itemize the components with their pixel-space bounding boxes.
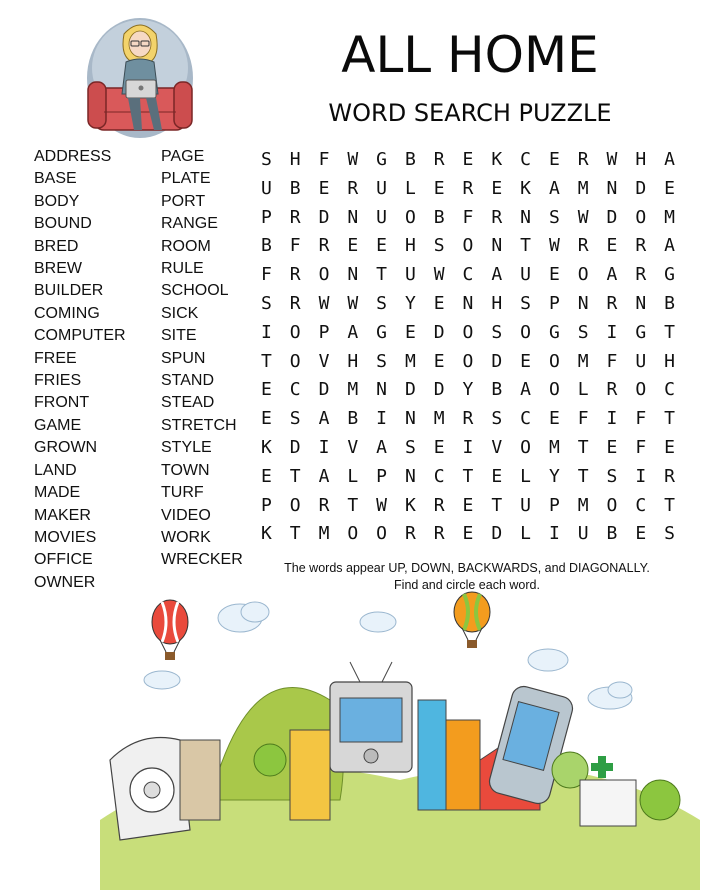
grid-letter[interactable]: D [289, 436, 301, 458]
word-list-item: WRECKER [161, 551, 243, 569]
grid-letter[interactable]: N [577, 292, 589, 314]
grid-letter[interactable]: N [404, 408, 416, 430]
letter-grid [252, 146, 684, 549]
grid-letter[interactable]: B [289, 177, 301, 199]
grid-letter[interactable]: B [606, 523, 618, 545]
grid-letter[interactable]: R [462, 177, 474, 199]
word-list-item: SITE [161, 327, 197, 345]
grid-letter[interactable]: A [318, 465, 330, 487]
grid-letter[interactable]: H [664, 350, 675, 372]
grid-letter[interactable]: E [347, 235, 359, 257]
grid-letter[interactable]: O [635, 379, 647, 401]
grid-letter[interactable]: F [606, 350, 618, 372]
grid-letter[interactable]: T [289, 523, 301, 545]
word-list-item: FRIES [34, 372, 82, 390]
grid-letter[interactable]: F [577, 408, 589, 430]
grid-letter[interactable]: I [376, 408, 387, 430]
grid-letter[interactable]: C [520, 149, 531, 170]
grid-letter[interactable]: S [404, 436, 416, 458]
grid-letter[interactable]: G [664, 264, 675, 286]
grid-letter[interactable]: C [635, 494, 647, 516]
grid-letter[interactable]: E [318, 177, 330, 199]
grid-letter[interactable]: U [520, 264, 531, 286]
grid-letter[interactable]: B [433, 206, 445, 228]
grid-letter[interactable]: M [577, 177, 589, 199]
grid-letter[interactable]: C [520, 408, 531, 430]
grid-letter[interactable]: E [462, 523, 474, 545]
grid-letter[interactable]: U [635, 350, 647, 372]
grid-letter[interactable]: O [577, 264, 589, 286]
word-list-column-1 [34, 146, 126, 594]
grid-letter[interactable]: R [318, 494, 330, 516]
grid-letter[interactable]: G [376, 321, 387, 343]
grid-letter[interactable]: R [635, 264, 647, 286]
grid-letter[interactable]: E [433, 292, 445, 314]
grid-letter[interactable]: P [548, 494, 560, 516]
grid-letter[interactable]: E [520, 350, 531, 372]
word-list-item: ADDRESS [34, 148, 112, 165]
grid-row [252, 319, 684, 348]
grid-row [252, 146, 684, 175]
word-list-item: BREW [34, 260, 82, 278]
grid-letter[interactable]: H [404, 235, 416, 257]
grid-letter[interactable]: E [548, 408, 560, 430]
grid-letter[interactable]: Y [404, 292, 416, 314]
grid-letter[interactable]: A [491, 264, 503, 286]
grid-row [252, 463, 684, 492]
grid-letter[interactable]: E [433, 177, 445, 199]
grid-letter[interactable]: A [318, 408, 330, 430]
grid-letter[interactable]: R [664, 465, 675, 487]
word-list-item: TOWN [161, 461, 210, 479]
grid-letter[interactable]: S [260, 292, 272, 314]
grid-letter[interactable]: E [260, 408, 272, 430]
word-list-item: VIDEO [161, 506, 211, 524]
grid-letter[interactable]: V [491, 436, 503, 458]
grid-letter[interactable]: I [462, 436, 474, 458]
grid-letter[interactable]: O [347, 523, 359, 545]
grid-row [252, 232, 684, 261]
grid-letter[interactable]: R [347, 177, 359, 199]
grid-letter[interactable]: O [289, 350, 301, 372]
grid-letter[interactable]: R [433, 149, 445, 170]
grid-letter[interactable]: R [462, 408, 474, 430]
grid-letter[interactable]: S [260, 149, 272, 170]
grid-letter[interactable]: I [635, 465, 647, 487]
grid-letter[interactable]: C [664, 379, 675, 401]
grid-letter[interactable]: O [462, 350, 474, 372]
grid-letter[interactable]: T [577, 465, 589, 487]
hot-air-balloon-icon [454, 592, 490, 648]
word-list-item: BRED [34, 237, 79, 255]
word-list-item: SPUN [161, 349, 206, 367]
grid-letter[interactable]: P [548, 292, 560, 314]
grid-letter[interactable]: K [260, 523, 272, 545]
hot-air-balloon-icon [152, 600, 188, 660]
grid-letter[interactable]: M [664, 206, 675, 228]
grid-letter[interactable]: W [347, 292, 359, 314]
grid-letter[interactable]: M [347, 379, 359, 401]
grid-letter[interactable]: O [548, 379, 560, 401]
grid-letter[interactable]: S [433, 235, 445, 257]
grid-letter[interactable]: E [433, 436, 445, 458]
grid-letter[interactable]: E [260, 379, 272, 401]
grid-letter[interactable]: T [347, 494, 359, 516]
grid-letter[interactable]: M [577, 494, 589, 516]
grid-letter[interactable]: H [289, 149, 301, 170]
grid-letter[interactable]: E [433, 350, 445, 372]
grid-letter[interactable]: U [577, 523, 589, 545]
grid-letter[interactable]: E [635, 523, 647, 545]
grid-letter[interactable]: N [491, 235, 503, 257]
grid-letter[interactable]: A [606, 264, 618, 286]
grid-letter[interactable]: B [347, 408, 359, 430]
grid-letter[interactable]: P [376, 465, 387, 487]
grid-letter[interactable]: U [376, 177, 387, 199]
word-list-column-2 [161, 146, 243, 572]
grid-letter[interactable]: R [318, 235, 330, 257]
grid-letter[interactable]: D [404, 379, 416, 401]
grid-letter[interactable]: E [491, 465, 503, 487]
page-subtitle: WORD SEARCH PUZZLE [328, 99, 612, 127]
grid-letter[interactable]: T [491, 494, 503, 516]
grid-letter[interactable]: O [318, 264, 330, 286]
grid-letter[interactable]: P [260, 206, 272, 228]
grid-letter[interactable]: L [347, 465, 359, 487]
grid-letter[interactable]: R [635, 235, 647, 257]
grid-letter[interactable]: N [462, 292, 474, 314]
grid-letter[interactable]: S [376, 292, 387, 314]
grid-letter[interactable]: E [606, 235, 618, 257]
grid-letter[interactable]: D [318, 206, 330, 228]
grid-letter[interactable]: R [433, 523, 445, 545]
grid-letter[interactable]: T [260, 350, 272, 372]
grid-letter[interactable]: I [606, 408, 618, 430]
grid-letter[interactable]: G [376, 149, 387, 170]
grid-letter[interactable]: Y [462, 379, 474, 401]
grid-letter[interactable]: T [376, 264, 387, 286]
word-list-item: COMING [34, 304, 100, 322]
grid-letter[interactable]: K [520, 177, 531, 199]
grid-letter[interactable]: I [606, 321, 618, 343]
grid-letter[interactable]: M [548, 436, 560, 458]
grid-letter[interactable]: N [347, 206, 359, 228]
grid-letter[interactable]: R [289, 292, 301, 314]
grid-letter[interactable]: H [347, 350, 359, 372]
grid-letter[interactable]: R [289, 206, 301, 228]
grid-letter[interactable]: F [462, 206, 474, 228]
grid-letter[interactable]: R [289, 264, 301, 286]
word-list-item: WORK [161, 528, 211, 546]
grid-letter[interactable]: E [462, 494, 474, 516]
grid-letter[interactable]: M [318, 523, 330, 545]
grid-letter[interactable]: I [260, 321, 272, 343]
grid-row [252, 376, 684, 405]
grid-letter[interactable]: E [260, 465, 272, 487]
grid-letter[interactable]: N [635, 292, 647, 314]
grid-row [252, 261, 684, 290]
grid-letter[interactable]: E [404, 321, 416, 343]
grid-letter[interactable]: R [433, 494, 445, 516]
word-list-item: RANGE [161, 215, 218, 233]
grid-letter[interactable]: W [376, 494, 387, 516]
grid-letter[interactable]: R [577, 235, 589, 257]
grid-letter[interactable]: U [520, 494, 531, 516]
grid-letter[interactable]: E [664, 177, 675, 199]
grid-letter[interactable]: O [462, 321, 474, 343]
grid-letter[interactable]: L [520, 465, 531, 487]
word-list-item: PLATE [161, 170, 211, 188]
word-list-item: LAND [34, 461, 77, 479]
word-list-item: PAGE [161, 148, 205, 165]
grid-letter[interactable]: S [491, 321, 503, 343]
grid-letter[interactable]: E [606, 436, 618, 458]
grid-letter[interactable]: O [289, 494, 301, 516]
grid-letter[interactable]: E [462, 149, 474, 170]
grid-letter[interactable]: W [433, 264, 445, 286]
grid-letter[interactable]: B [260, 235, 272, 257]
grid-letter[interactable]: R [491, 206, 503, 228]
grid-letter[interactable]: A [520, 379, 531, 401]
grid-letter[interactable]: H [491, 292, 503, 314]
word-list-item: GROWN [34, 439, 98, 457]
grid-letter[interactable]: D [491, 523, 503, 545]
grid-letter[interactable]: D [606, 206, 618, 228]
grid-letter[interactable]: U [404, 264, 416, 286]
grid-letter[interactable]: W [318, 292, 330, 314]
word-list-item: MAKER [34, 506, 91, 524]
grid-letter[interactable]: N [606, 177, 618, 199]
grid-letter[interactable]: E [664, 436, 675, 458]
grid-letter[interactable]: R [404, 523, 416, 545]
word-list-item: SICK [161, 304, 199, 322]
grid-letter[interactable]: H [635, 149, 647, 170]
word-list-item: STYLE [161, 439, 212, 457]
word-list-item: STRETCH [161, 416, 237, 434]
rotary-phone-icon [110, 738, 190, 841]
grid-letter[interactable]: T [462, 465, 474, 487]
tv-icon [330, 662, 412, 772]
grid-letter[interactable]: S [520, 292, 531, 314]
word-list-item: BODY [34, 192, 80, 210]
grid-letter[interactable]: D [433, 321, 445, 343]
grid-letter[interactable]: S [548, 206, 560, 228]
grid-letter[interactable]: F [635, 436, 647, 458]
grid-letter[interactable]: O [289, 321, 301, 343]
word-list-item: COMPUTER [34, 327, 126, 345]
grid-letter[interactable]: P [260, 494, 272, 516]
grid-letter[interactable]: N [376, 379, 387, 401]
grid-letter[interactable]: D [318, 379, 330, 401]
woman-on-sofa-illustration [84, 12, 196, 140]
grid-letter[interactable]: E [376, 235, 387, 257]
grid-row [252, 492, 684, 521]
grid-letter[interactable]: M [404, 350, 416, 372]
grid-letter[interactable]: O [404, 206, 416, 228]
grid-letter[interactable]: A [347, 321, 359, 343]
word-list-item: GAME [34, 416, 82, 434]
grid-letter[interactable]: K [491, 149, 503, 170]
grid-letter[interactable]: C [462, 264, 474, 286]
grid-letter[interactable]: N [520, 206, 531, 228]
grid-letter[interactable]: D [635, 177, 647, 199]
word-list-item: RULE [161, 260, 204, 278]
instructions [262, 560, 672, 594]
grid-letter[interactable]: O [635, 206, 647, 228]
grid-letter[interactable]: D [491, 350, 503, 372]
grid-letter[interactable]: A [664, 235, 675, 257]
word-list-item: MADE [34, 484, 81, 502]
grid-letter[interactable]: O [462, 235, 474, 257]
grid-letter[interactable]: O [548, 350, 560, 372]
grid-letter[interactable]: E [548, 264, 560, 286]
grid-letter[interactable]: B [664, 292, 675, 314]
grid-letter[interactable]: O [376, 523, 387, 545]
grid-letter[interactable]: Y [548, 465, 560, 487]
grid-letter[interactable]: G [548, 321, 560, 343]
grid-letter[interactable]: W [347, 149, 359, 170]
grid-letter[interactable]: L [577, 379, 589, 401]
word-list-item: FRONT [34, 394, 90, 412]
instructions-line-1: The words appear UP, DOWN, BACKWARDS, and DIAGONALLY. [284, 561, 650, 575]
grid-letter[interactable]: T [577, 436, 589, 458]
word-list-item: PORT [161, 192, 206, 210]
grid-letter[interactable]: S [289, 408, 301, 430]
grid-row [252, 348, 684, 377]
grid-letter[interactable]: F [260, 264, 272, 286]
grid-letter[interactable]: T [289, 465, 301, 487]
grid-letter[interactable]: E [548, 149, 560, 170]
grid-letter[interactable]: T [520, 235, 531, 257]
grid-letter[interactable]: M [577, 350, 589, 372]
grid-letter[interactable]: A [548, 177, 560, 199]
word-list-item: BASE [34, 170, 77, 188]
grid-letter[interactable]: S [606, 465, 618, 487]
grid-letter[interactable]: O [520, 321, 531, 343]
grid-letter[interactable]: I [548, 523, 560, 545]
grid-letter[interactable]: O [520, 436, 531, 458]
grid-letter[interactable]: B [491, 379, 503, 401]
grid-letter[interactable]: U [260, 177, 272, 199]
grid-letter[interactable]: K [404, 494, 416, 516]
word-list-item: FREE [34, 349, 77, 367]
grid-letter[interactable]: R [606, 379, 618, 401]
grid-row [252, 204, 684, 233]
grid-letter[interactable]: V [318, 350, 330, 372]
grid-letter[interactable]: S [376, 350, 387, 372]
instructions-line-2: Find and circle each word. [394, 578, 540, 592]
word-list-item: ROOM [161, 237, 211, 255]
word-list-item: STEAD [161, 394, 215, 412]
word-list-item: TURF [161, 484, 204, 502]
grid-letter[interactable]: W [606, 149, 618, 170]
grid-row [252, 520, 684, 549]
page-title: ALL HOME [341, 26, 599, 84]
word-list-item: OWNER [34, 573, 96, 591]
word-list-item: BUILDER [34, 282, 104, 300]
grid-letter[interactable]: C [433, 465, 445, 487]
grid-letter[interactable]: G [635, 321, 647, 343]
grid-letter[interactable]: F [635, 408, 647, 430]
grid-row [252, 405, 684, 434]
grid-letter[interactable]: S [491, 408, 503, 430]
grid-letter[interactable]: N [404, 465, 416, 487]
word-list-item: BOUND [34, 215, 92, 233]
grid-letter[interactable]: A [376, 436, 387, 458]
grid-letter[interactable]: L [404, 177, 416, 199]
grid-letter[interactable]: C [289, 379, 301, 401]
grid-letter[interactable]: R [577, 149, 589, 170]
grid-letter[interactable]: K [260, 436, 272, 458]
grid-letter[interactable]: U [376, 206, 387, 228]
grid-letter[interactable]: M [433, 408, 445, 430]
word-list-item: OFFICE [34, 551, 93, 569]
grid-letter[interactable]: W [548, 235, 560, 257]
grid-letter[interactable]: T [664, 494, 675, 516]
grid-letter[interactable]: A [664, 149, 675, 170]
grid-letter[interactable]: F [289, 235, 301, 257]
grid-row [252, 290, 684, 319]
grid-letter[interactable]: D [433, 379, 445, 401]
grid-letter[interactable]: S [577, 321, 589, 343]
grid-letter[interactable]: I [318, 436, 330, 458]
grid-letter[interactable]: O [606, 494, 618, 516]
grid-letter[interactable]: T [664, 321, 675, 343]
grid-letter[interactable]: W [577, 206, 589, 228]
grid-row [252, 175, 684, 204]
grid-letter[interactable]: B [404, 149, 416, 170]
grid-letter[interactable]: S [664, 523, 675, 545]
grid-row [252, 434, 684, 463]
word-list-item: SCHOOL [161, 282, 229, 300]
grid-letter[interactable]: T [664, 408, 675, 430]
grid-letter[interactable]: V [347, 436, 359, 458]
word-list-item: STAND [161, 372, 215, 390]
city-skyline-illustration [100, 590, 700, 890]
grid-letter[interactable]: L [520, 523, 531, 545]
grid-letter[interactable]: R [606, 292, 618, 314]
grid-letter[interactable]: P [318, 321, 330, 343]
grid-letter[interactable]: N [347, 264, 359, 286]
word-list-item: MOVIES [34, 528, 97, 546]
grid-letter[interactable]: F [318, 149, 330, 170]
grid-letter[interactable]: E [491, 177, 503, 199]
